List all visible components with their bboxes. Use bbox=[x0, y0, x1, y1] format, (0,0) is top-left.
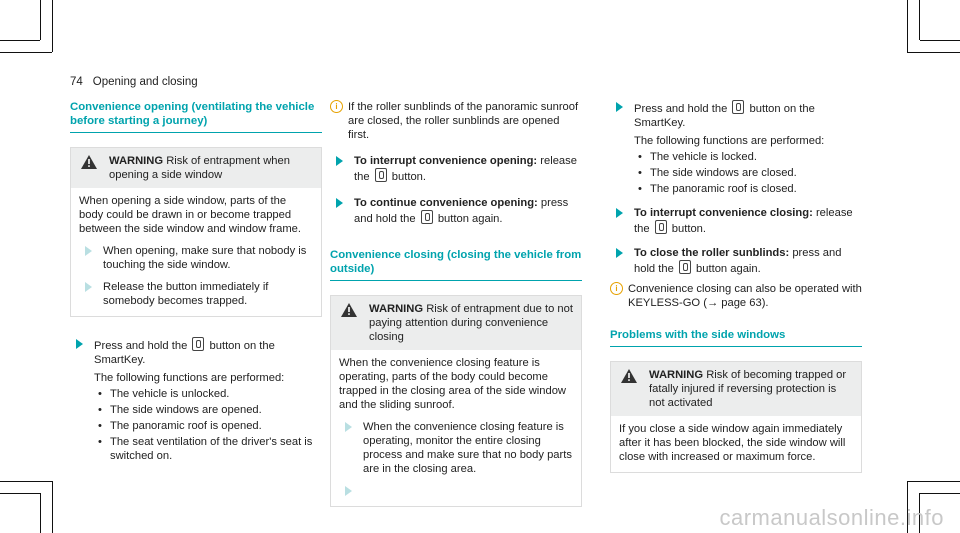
crop-mark bbox=[907, 0, 908, 52]
step-label: To close the roller sunblinds: bbox=[634, 247, 790, 259]
smartkey-open-button-icon bbox=[375, 168, 387, 182]
list-item: • The panoramic roof is closed. bbox=[634, 182, 862, 196]
step-arrow-icon bbox=[616, 248, 623, 258]
crop-mark bbox=[919, 0, 920, 40]
warning-step: Release the button immediately if somebody becomes trapped. bbox=[103, 281, 269, 307]
list-item: • The side windows are closed. bbox=[634, 166, 862, 180]
smartkey-open-button-icon bbox=[421, 210, 433, 224]
crop-mark bbox=[907, 52, 960, 53]
info-note bbox=[330, 100, 582, 142]
instruction-step bbox=[70, 337, 322, 463]
step-text: press and hold the bbox=[354, 197, 569, 225]
step-text: button. bbox=[671, 223, 706, 235]
column-3 bbox=[610, 100, 862, 485]
warning-head-text: Risk of entrapment when opening a side window bbox=[109, 155, 290, 181]
list-item: • The seat ventilation of the driver's seat is switched on. bbox=[94, 435, 322, 463]
list-item: • The vehicle is unlocked. bbox=[94, 387, 322, 401]
section-title-side-window-problems: Problems with the side windows bbox=[610, 328, 862, 347]
step-arrow-icon bbox=[336, 198, 343, 208]
warning-text: When opening a side window, parts of the body could be drawn in or become trapped between the side window and window frame. bbox=[79, 195, 302, 235]
column-1 bbox=[70, 100, 322, 463]
functions-intro: The following functions are performed: bbox=[634, 135, 825, 147]
page-number: 74 bbox=[70, 76, 83, 88]
warning-body bbox=[71, 188, 321, 316]
warning-step: When the convenience closing feature is operating, monitor the entire closing process and make sure that no body parts are in the closing area. bbox=[363, 421, 572, 475]
step-arrow-icon bbox=[345, 486, 352, 496]
warning-triangle-icon bbox=[621, 369, 637, 383]
crop-mark bbox=[52, 0, 53, 52]
step-label: To interrupt convenience opening: bbox=[354, 155, 538, 167]
chapter-title: Opening and closing bbox=[92, 76, 198, 88]
warning-label: WARNING bbox=[369, 303, 424, 315]
step-text: button again. bbox=[696, 263, 761, 275]
step-arrow-icon bbox=[616, 102, 623, 112]
step-arrow-icon bbox=[85, 246, 92, 256]
column-2 bbox=[330, 100, 582, 519]
info-text: If the roller sunblinds of the panoramic sunroof are closed, the roller sunblinds are opened first. bbox=[348, 101, 579, 141]
warning-body bbox=[611, 416, 861, 472]
step-text: release the bbox=[354, 155, 577, 183]
smartkey-lock-button-icon bbox=[732, 100, 744, 114]
step-arrow-icon bbox=[616, 208, 623, 218]
step-text: Press and hold the bbox=[94, 340, 188, 352]
warning-box bbox=[70, 147, 322, 317]
warning-body bbox=[331, 350, 581, 506]
warning-label: WARNING bbox=[109, 155, 164, 167]
step-label: To interrupt convenience closing: bbox=[634, 207, 813, 219]
smartkey-open-button-icon bbox=[192, 337, 204, 351]
list-item: • The side windows are opened. bbox=[94, 403, 322, 417]
functions-intro: The following functions are performed: bbox=[94, 372, 285, 384]
section-title-convenience-closing: Convenience closing (closing the vehicle from outside) bbox=[330, 248, 582, 281]
warning-box bbox=[330, 295, 582, 507]
step-text: button on the SmartKey. bbox=[94, 340, 275, 366]
step-text: button on the SmartKey. bbox=[634, 103, 815, 129]
step-arrow-icon bbox=[345, 422, 352, 432]
warning-text: If you close a side window again immediately after it has been blocked, the side window will close with increased or maximum force. bbox=[619, 423, 846, 463]
info-text: Convenience closing can also be operated with KEYLESS-GO (→ page 63). bbox=[628, 283, 862, 309]
info-note bbox=[610, 282, 862, 310]
warning-triangle-icon bbox=[341, 303, 357, 317]
page-header bbox=[70, 75, 198, 89]
step-arrow-icon bbox=[76, 339, 83, 349]
warning-head-text: Risk of entrapment due to not paying attention during convenience closing bbox=[369, 303, 573, 343]
step-text: button. bbox=[391, 171, 426, 183]
crop-mark bbox=[52, 481, 53, 533]
warning-header bbox=[71, 148, 321, 188]
crop-mark bbox=[0, 52, 52, 53]
step-arrow-icon bbox=[85, 282, 92, 292]
crop-mark bbox=[40, 0, 41, 40]
warning-header bbox=[611, 362, 861, 416]
instruction-step bbox=[330, 196, 582, 226]
list-item: • The panoramic roof is opened. bbox=[94, 419, 322, 433]
instruction-step bbox=[610, 206, 862, 236]
crop-mark bbox=[0, 493, 40, 494]
list-item: • The vehicle is locked. bbox=[634, 150, 862, 164]
smartkey-lock-button-icon bbox=[655, 220, 667, 234]
crop-mark bbox=[0, 481, 52, 482]
step-text: press and hold the bbox=[634, 247, 842, 275]
warning-head-text: Risk of becoming trapped or fatally injured if reversing protection is not activated bbox=[649, 369, 847, 409]
warning-triangle-icon bbox=[81, 155, 97, 169]
warning-box bbox=[610, 361, 862, 473]
instruction-step bbox=[330, 154, 582, 184]
instruction-step bbox=[610, 100, 862, 196]
warning-step: When opening, make sure that nobody is touching the side window. bbox=[103, 245, 307, 271]
info-icon: i bbox=[610, 282, 623, 295]
warning-header bbox=[331, 296, 581, 350]
crop-mark bbox=[907, 481, 960, 482]
warning-text: When the convenience closing feature is operating, parts of the body could become trapped in the closing area of the side window and the sliding sunroof. bbox=[339, 357, 567, 411]
watermark: carmanualsonline.info bbox=[719, 505, 944, 530]
warning-label: WARNING bbox=[649, 369, 704, 381]
step-text: button again. bbox=[437, 213, 503, 225]
step-text: Press and hold the bbox=[634, 103, 728, 115]
crop-mark bbox=[920, 493, 960, 494]
info-icon: i bbox=[330, 100, 343, 113]
crop-mark bbox=[920, 40, 960, 41]
instruction-step bbox=[610, 246, 862, 276]
section-title-convenience-opening: Convenience opening (ventilating the vehicle before starting a journey) bbox=[70, 100, 322, 133]
smartkey-lock-button-icon bbox=[679, 260, 691, 274]
crop-mark bbox=[0, 40, 40, 41]
step-arrow-icon bbox=[336, 156, 343, 166]
step-text: release the bbox=[634, 207, 853, 235]
crop-mark bbox=[40, 493, 41, 533]
step-label: To continue convenience opening: bbox=[354, 197, 538, 209]
